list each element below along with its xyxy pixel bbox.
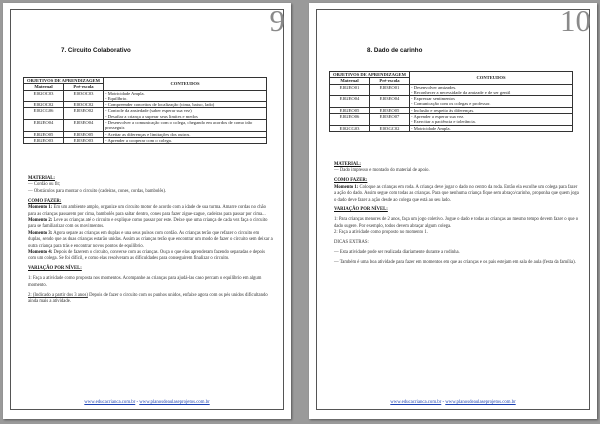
footer-separator: - xyxy=(135,400,140,405)
code-maternal: EI02EO04 xyxy=(330,96,370,108)
code-preescola: EI03EO03 xyxy=(64,137,104,143)
conteudo-cell: - Compreender conceitos de localização (cima, baixo, lado) xyxy=(104,102,267,108)
material-item: — Obstáculos para montar o circuito (cadeiras, cones, cordas, bambolês). xyxy=(28,188,167,194)
code-preescola: EI03EO01 xyxy=(370,84,410,96)
step-text: Depois de fazerem o circuito, converse com as crianças. Ouça o que elas aprenderam fazendo separadas e depois com um colega. Se foi difícil, e como elas resolveram as dificuldades para conseguirem finalizar o circuito. xyxy=(28,249,266,262)
tip-paragraph: — Esta atividade pode ser realizada diariamente durante a rodinha. xyxy=(334,249,460,255)
objectives-table-body xyxy=(24,90,267,144)
variation-paragraph: 2: Faça a atividade como proposto no momento 1. xyxy=(334,230,428,236)
activity-title: 8. Dado de carinho xyxy=(367,47,423,54)
table-row xyxy=(24,90,267,102)
page-number: 9 xyxy=(269,3,285,38)
footer-link-planos[interactable]: www.planosdeaulaseprojetos.com.br xyxy=(445,400,516,405)
code-maternal: EI02OC03 xyxy=(24,90,64,102)
page-footer xyxy=(3,400,291,405)
code-preescola: EI03EO04 xyxy=(370,96,410,108)
step-label: Momento 4: xyxy=(28,249,53,255)
variation-text: Depois de fazer o circuito com os punhos unidos, enfaixe agora com os pés unidos dificultando ainda mais a atividade. xyxy=(28,292,268,304)
conteudo-cell: - Expressar sentimentos - Comunicação com os colegas e professor. xyxy=(410,96,573,108)
activity-body xyxy=(334,159,579,266)
material-heading: MATERIAL: xyxy=(28,176,55,181)
header-preescola: Pré-escola xyxy=(64,84,104,90)
tip-paragraph: — Também é uma boa atividade para fazer em momentos em que as crianças e os pais estejam em sala de aula (festa da família). xyxy=(334,259,576,265)
conteudo-cell: - Controle da ansiedade (saber esperar sua vez) - Desafiar a criança a superar seus limites e medos xyxy=(104,108,267,120)
page-footer xyxy=(309,400,597,405)
variacao-heading: VARIAÇÃO POR NÍVEL: xyxy=(334,207,388,213)
material-heading: MATERIAL: xyxy=(334,162,361,167)
code-preescola: EI03GC02 xyxy=(370,125,410,131)
step-text: Leve as crianças até o circuito e explique como passar por este. Deixe que uma criança de cada vez faça o circuito para se familiarizar com os movimentos. xyxy=(28,217,268,230)
material-item: — Dado impresso e montado do material de apoio. xyxy=(334,168,430,174)
table-row xyxy=(330,84,573,96)
step-label: Momento 2: xyxy=(28,217,53,223)
step-label: Momento 1: xyxy=(28,205,53,211)
objectives-table-body xyxy=(330,84,573,131)
footer-separator: - xyxy=(441,400,446,405)
conteudo-cell: - Motricidade Ampla. xyxy=(410,125,573,131)
variation-paragraph: 1: Para crianças menores de 2 anos, faça um jogo coletivo. Jogue o dado e todas as crianças ao mesmo tempo devem fazer o que o dado sugere. Por exemplo, todos devem abraçar algum colega. xyxy=(334,217,579,229)
conteudo-cell: - Desenvolver amizades. - Reconhecer a necessidade da amizade e de ser gentil xyxy=(410,84,573,96)
conteudo-cell: - Aprender a cooperar com o colega. xyxy=(104,137,267,143)
step-paragraph xyxy=(28,250,273,263)
code-maternal: EI02EO04 xyxy=(24,120,64,132)
table-row xyxy=(330,114,573,126)
code-preescola: EI03EO05 xyxy=(370,107,410,113)
code-preescola: EI03EO05 xyxy=(64,131,104,137)
conteudo-cell: - Aceitar as diferenças e limitações dos outros. xyxy=(104,131,267,137)
code-maternal: EI02EO05 xyxy=(24,131,64,137)
como-fazer-heading: COMO FAZER: xyxy=(28,198,62,204)
step-paragraph xyxy=(334,185,579,204)
table-row xyxy=(24,120,267,132)
code-maternal: EI02EO01 xyxy=(330,84,370,96)
code-preescola: EI03OC03 xyxy=(64,90,104,102)
code-maternal: EI02EO06 xyxy=(330,114,370,126)
conteudo-cell: - Inclusão e respeito às diferenças. xyxy=(410,107,573,113)
step-label: Momento 3: xyxy=(28,230,53,236)
code-preescola: EI03EO04 xyxy=(64,120,104,132)
activity-title: 7. Circuito Colaborativo xyxy=(61,47,131,54)
step-paragraph xyxy=(28,218,273,231)
step-text: Coloque as crianças em roda. A criança deve jogar o dado no centro da roda. Então ela escolhe um colega para fazer a ação do dado. Assim segue com todas as crianças. Para que nenhuma criança fique sem abraço/carinho, proponha que quem joga o dado deve fazer a ação desde ao colega que está ao seu lado. xyxy=(334,184,579,203)
code-maternal: EI02CG06 xyxy=(24,108,64,120)
header-maternal: Maternal xyxy=(24,84,64,90)
document-page-10 xyxy=(309,3,597,419)
conteudo-cell: - Desenvolver a comunicação com o colega, chegando em acordos de como irão prosseguir. xyxy=(104,120,267,132)
objectives-table xyxy=(329,71,573,132)
variacao-heading: VARIAÇÃO POR NÍVEL: xyxy=(28,266,82,272)
code-preescola: EI03EO07 xyxy=(370,114,410,126)
table-row xyxy=(24,137,267,143)
como-fazer-heading: COMO FAZER: xyxy=(334,178,368,184)
dicas-heading: DICAS EXTRAS: xyxy=(334,240,369,246)
code-maternal: EI02OC02 xyxy=(24,102,64,108)
header-preescola: Pré-escola xyxy=(370,78,410,84)
page-number: 10 xyxy=(560,3,591,38)
step-paragraph xyxy=(28,231,273,250)
header-conteudos: CONTEUDOS xyxy=(104,78,267,91)
code-maternal: EI02CG03 xyxy=(330,125,370,131)
header-conteudos: CONTEUDOS xyxy=(410,72,573,85)
step-label: Momento 1: xyxy=(334,184,359,190)
step-text: Agora separe as crianças em duplas e una seus pulsos com cordão. As crianças terão que refazer o circuito em duplas, sendo que as duas crianças estarão unidas. Assim as crianças terão que encontrar um modo de fazer o circuito sem deixar a outra criança para trás e encontrar novos pontos de equilíbrio. xyxy=(28,230,273,249)
activity-body xyxy=(28,173,273,305)
table-row xyxy=(330,125,573,131)
table-row xyxy=(24,108,267,120)
code-preescola: EI03OC02 xyxy=(64,102,104,108)
header-objetivos: OBJETIVOS DE APRENDIZAGEM xyxy=(24,78,104,84)
footer-link-educacrianca[interactable]: www.educacrianca.com.br xyxy=(390,400,442,405)
variation-paragraph xyxy=(28,293,273,306)
step-paragraph xyxy=(28,205,273,218)
header-objetivos: OBJETIVOS DE APRENDIZAGEM xyxy=(330,72,410,78)
variation-paragraph: 1: Faça a atividade como proposta nos momentos. Acompanhe as crianças para ajudá-las caso percam o equilíbrio em algum momento. xyxy=(28,276,262,288)
step-text: Em um ambiente amplo, organize um circuito motor de acordo com a idade de sua turma. Amarre cordas no chão para as crianças passarem por cima, bambolês para saltar dentro, cones para fazer zigue-zague, cadeiras para passar por cima... xyxy=(28,205,266,217)
header-maternal: Maternal xyxy=(330,78,370,84)
code-maternal: EI02EO03 xyxy=(24,137,64,143)
objectives-table xyxy=(23,77,267,144)
conteudo-cell: - Aprender a esperar sua vez. - Exercitar a paciência e tolerância. xyxy=(410,114,573,126)
document-page-9 xyxy=(3,3,291,419)
code-preescola: EI03EO02 xyxy=(64,108,104,120)
variation-label: 2: (Indicado a partir dos 3 anos) xyxy=(28,292,88,298)
conteudo-cell: - Motricidade Ampla. - Equilíbrio. xyxy=(104,90,267,102)
footer-link-planos[interactable]: www.planosdeaulaseprojetos.com.br xyxy=(139,400,210,405)
footer-link-educacrianca[interactable]: www.educacrianca.com.br xyxy=(84,400,136,405)
table-row xyxy=(330,96,573,108)
material-item: — Cordão ou fit; xyxy=(28,182,61,188)
code-maternal: EI02EO05 xyxy=(330,107,370,113)
